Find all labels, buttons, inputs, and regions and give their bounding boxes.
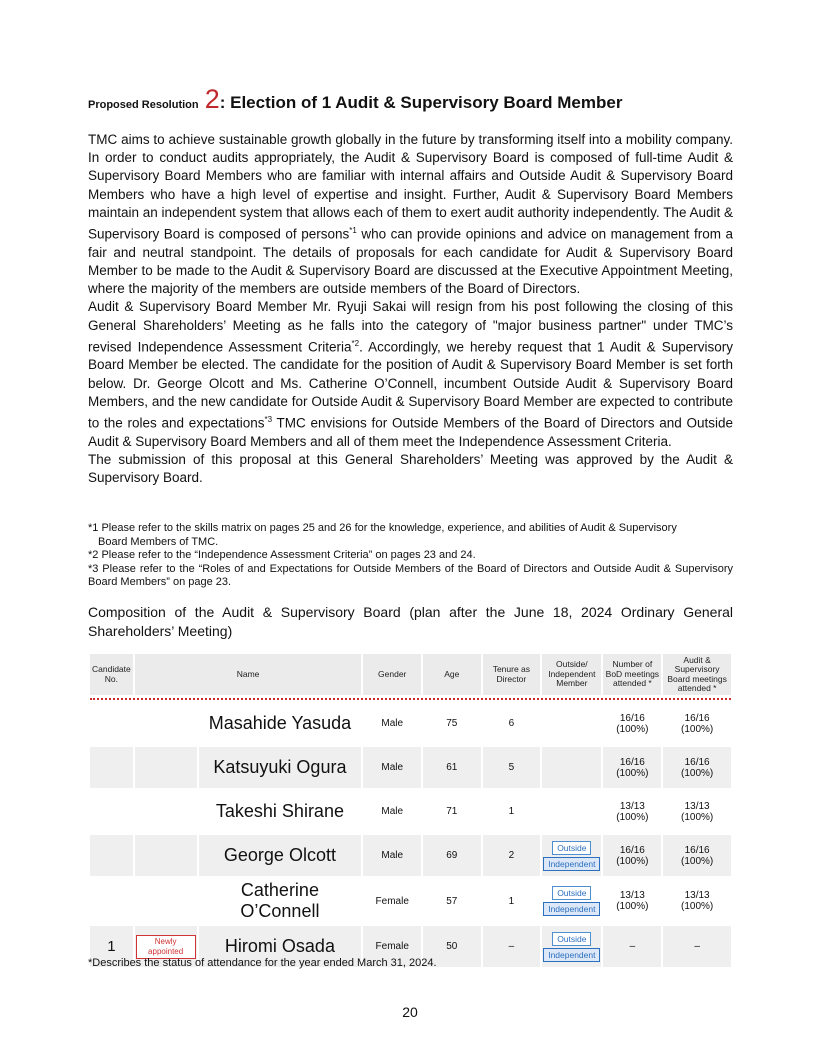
note-2: *2 Please refer to the “Independence Assessment Criteria” on pages 23 and 24.: [88, 549, 476, 561]
member-name: George Olcott: [199, 835, 362, 876]
bod-attendance: 13/13 (100%): [616, 800, 649, 823]
table-row: [90, 791, 731, 832]
notes: [88, 522, 733, 590]
board-composition-table: [88, 651, 733, 970]
header-bod: Number of BoD meetings attended *: [603, 654, 661, 695]
member-age: 61: [423, 747, 480, 788]
member-gender: Male: [363, 747, 421, 788]
header-candidate: Candidate No.: [90, 654, 133, 695]
resolution-title: : Election of 1 Audit & Supervisory Board Member: [219, 93, 623, 112]
member-gender: Female: [375, 895, 409, 907]
outside-badge: Outside: [552, 886, 591, 900]
table-row: [90, 703, 731, 744]
header-asb: Audit & Supervisory Board meetings attended *: [663, 654, 731, 695]
paragraph-2: Audit & Supervisory Board Member Mr. Ryuji Sakai will resign from his post following the closing of this General Shareholders’ Meeting as he falls into the category of "major business partner" under TMC’s revised Independence Assessment Criteria$^{*2}$. Accordingly, we hereby request that 1 Audit & Supervisory Board Member be elected. The candidate for the position of Audit & Supervisory Board Member is set forth below. Dr. George Olcott and Ms. Catherine O’Connell, incumbent Outside Audit & Supervisory Board Members, and the new candidate for Outside Audit & Supervisory Board Member are expected to contribute to the roles and expectations$^{*3}$ TMC envisions for Outside Members of the Board of Directors and Outside Audit & Supervisory Board Members and all of them meet the Independence Assessment Criteria.: [88, 299, 733, 449]
resolution-number: 2: [204, 84, 220, 114]
attendance-footnote: *Describes the status of attendance for the year ended March 31, 2024.: [88, 957, 437, 969]
member-age: 75: [446, 718, 458, 729]
member-tenure: 1: [508, 806, 515, 817]
header-gender: Gender: [363, 654, 421, 695]
asb-attendance: 16/16 (100%): [663, 835, 731, 876]
outside-independent-cell: [542, 926, 601, 967]
table-row: [90, 747, 731, 788]
member-name: Katsuyuki Ogura: [199, 747, 362, 788]
member-tenure: –: [483, 926, 541, 967]
body-text: [88, 131, 733, 487]
header-separator: [90, 698, 731, 700]
bod-attendance: 16/16 (100%): [616, 712, 649, 735]
bod-attendance: 16/16 (100%): [603, 835, 661, 876]
resolution-heading: [88, 84, 622, 115]
member-age: 71: [446, 806, 458, 817]
member-name: Takeshi Shirane: [215, 801, 344, 821]
paragraph-3: The submission of this proposal at this General Shareholders’ Meeting was approved by the Audit & Supervisory Board.: [88, 451, 733, 486]
header-outside: Outside/ Independent Member: [542, 654, 601, 695]
member-tenure: 5: [483, 747, 541, 788]
member-age: 50: [423, 926, 480, 967]
member-name: Masahide Yasuda: [208, 713, 352, 733]
note-1: *1 Please refer to the skills matrix on pages 25 and 26 for the knowledge, experience, and abilities of Audit & Supervisory Board Members of TMC.: [88, 522, 677, 548]
member-age: 57: [446, 895, 458, 907]
independent-badge: Independent: [543, 857, 600, 871]
member-tenure: 2: [483, 835, 541, 876]
member-gender: Female: [363, 926, 421, 967]
outside-badge: Outside: [552, 841, 591, 855]
member-gender: Male: [381, 718, 404, 729]
member-tenure: 1: [508, 895, 515, 907]
member-name: Hiromi Osada: [199, 926, 362, 967]
outside-independent-cell: [542, 879, 601, 923]
member-age: 69: [423, 835, 480, 876]
asb-attendance: 13/13 (100%): [680, 890, 714, 912]
outside-badge: Outside: [552, 932, 591, 946]
page-number: 20: [402, 1004, 418, 1020]
independent-badge: Independent: [543, 902, 600, 916]
member-gender: Male: [381, 806, 404, 817]
paragraph-1: TMC aims to achieve sustainable growth globally in the future by transforming itself into a mobility company. In order to conduct audits appropriately, the Audit & Supervisory Board is composed of full-time Audit & Supervisory Board Members who are familiar with internal affairs and Outside Audit & Supervisory Board Members who have a high level of expertise and insight. Further, Audit & Supervisory Board Members maintain an independent system that allows each of them to exert audit authority independently. The Audit & Supervisory Board is composed of persons$^{*1}$ who can provide opinions and advice on management from a fair and neutral standpoint. The details of proposals for each candidate for Audit & Supervisory Board Member to be made to the Audit & Supervisory Board are discussed at the Executive Appointment Meeting, where the majority of the members are outside members of the Board of Directors.: [88, 132, 733, 297]
asb-attendance: 16/16 (100%): [663, 747, 731, 788]
header-age: Age: [423, 654, 480, 695]
outside-independent-cell: [542, 835, 601, 876]
bod-attendance: 13/13 (100%): [616, 890, 649, 912]
resolution-prefix: Proposed Resolution: [88, 99, 202, 111]
bod-attendance: –: [603, 926, 661, 967]
asb-attendance: –: [663, 926, 731, 967]
asb-attendance: 16/16 (100%): [680, 712, 714, 735]
composition-title: Composition of the Audit & Supervisory Board (plan after the June 18, 2024 Ordinary General Shareholders’ Meeting): [88, 604, 733, 639]
header-tenure: Tenure as Director: [483, 654, 541, 695]
candidate-number: 1: [90, 926, 133, 967]
independent-badge: Independent: [543, 948, 600, 962]
member-name: Catherine O’Connell: [240, 880, 320, 921]
bod-attendance: 16/16 (100%): [603, 747, 661, 788]
table-row: [90, 879, 731, 923]
newly-appointed-badge: Newly appointed: [136, 935, 196, 959]
table-row: [90, 835, 731, 876]
asb-attendance: 13/13 (100%): [680, 800, 714, 823]
member-tenure: 6: [508, 718, 515, 729]
header-name: Name: [135, 654, 362, 695]
note-3: *3 Please refer to the “Roles of and Expectations for Outside Members of the Board of Directors and Outside Audit & Supervisory Board Members” on page 23.: [88, 562, 733, 588]
table-header: [90, 654, 731, 695]
member-gender: Male: [363, 835, 421, 876]
